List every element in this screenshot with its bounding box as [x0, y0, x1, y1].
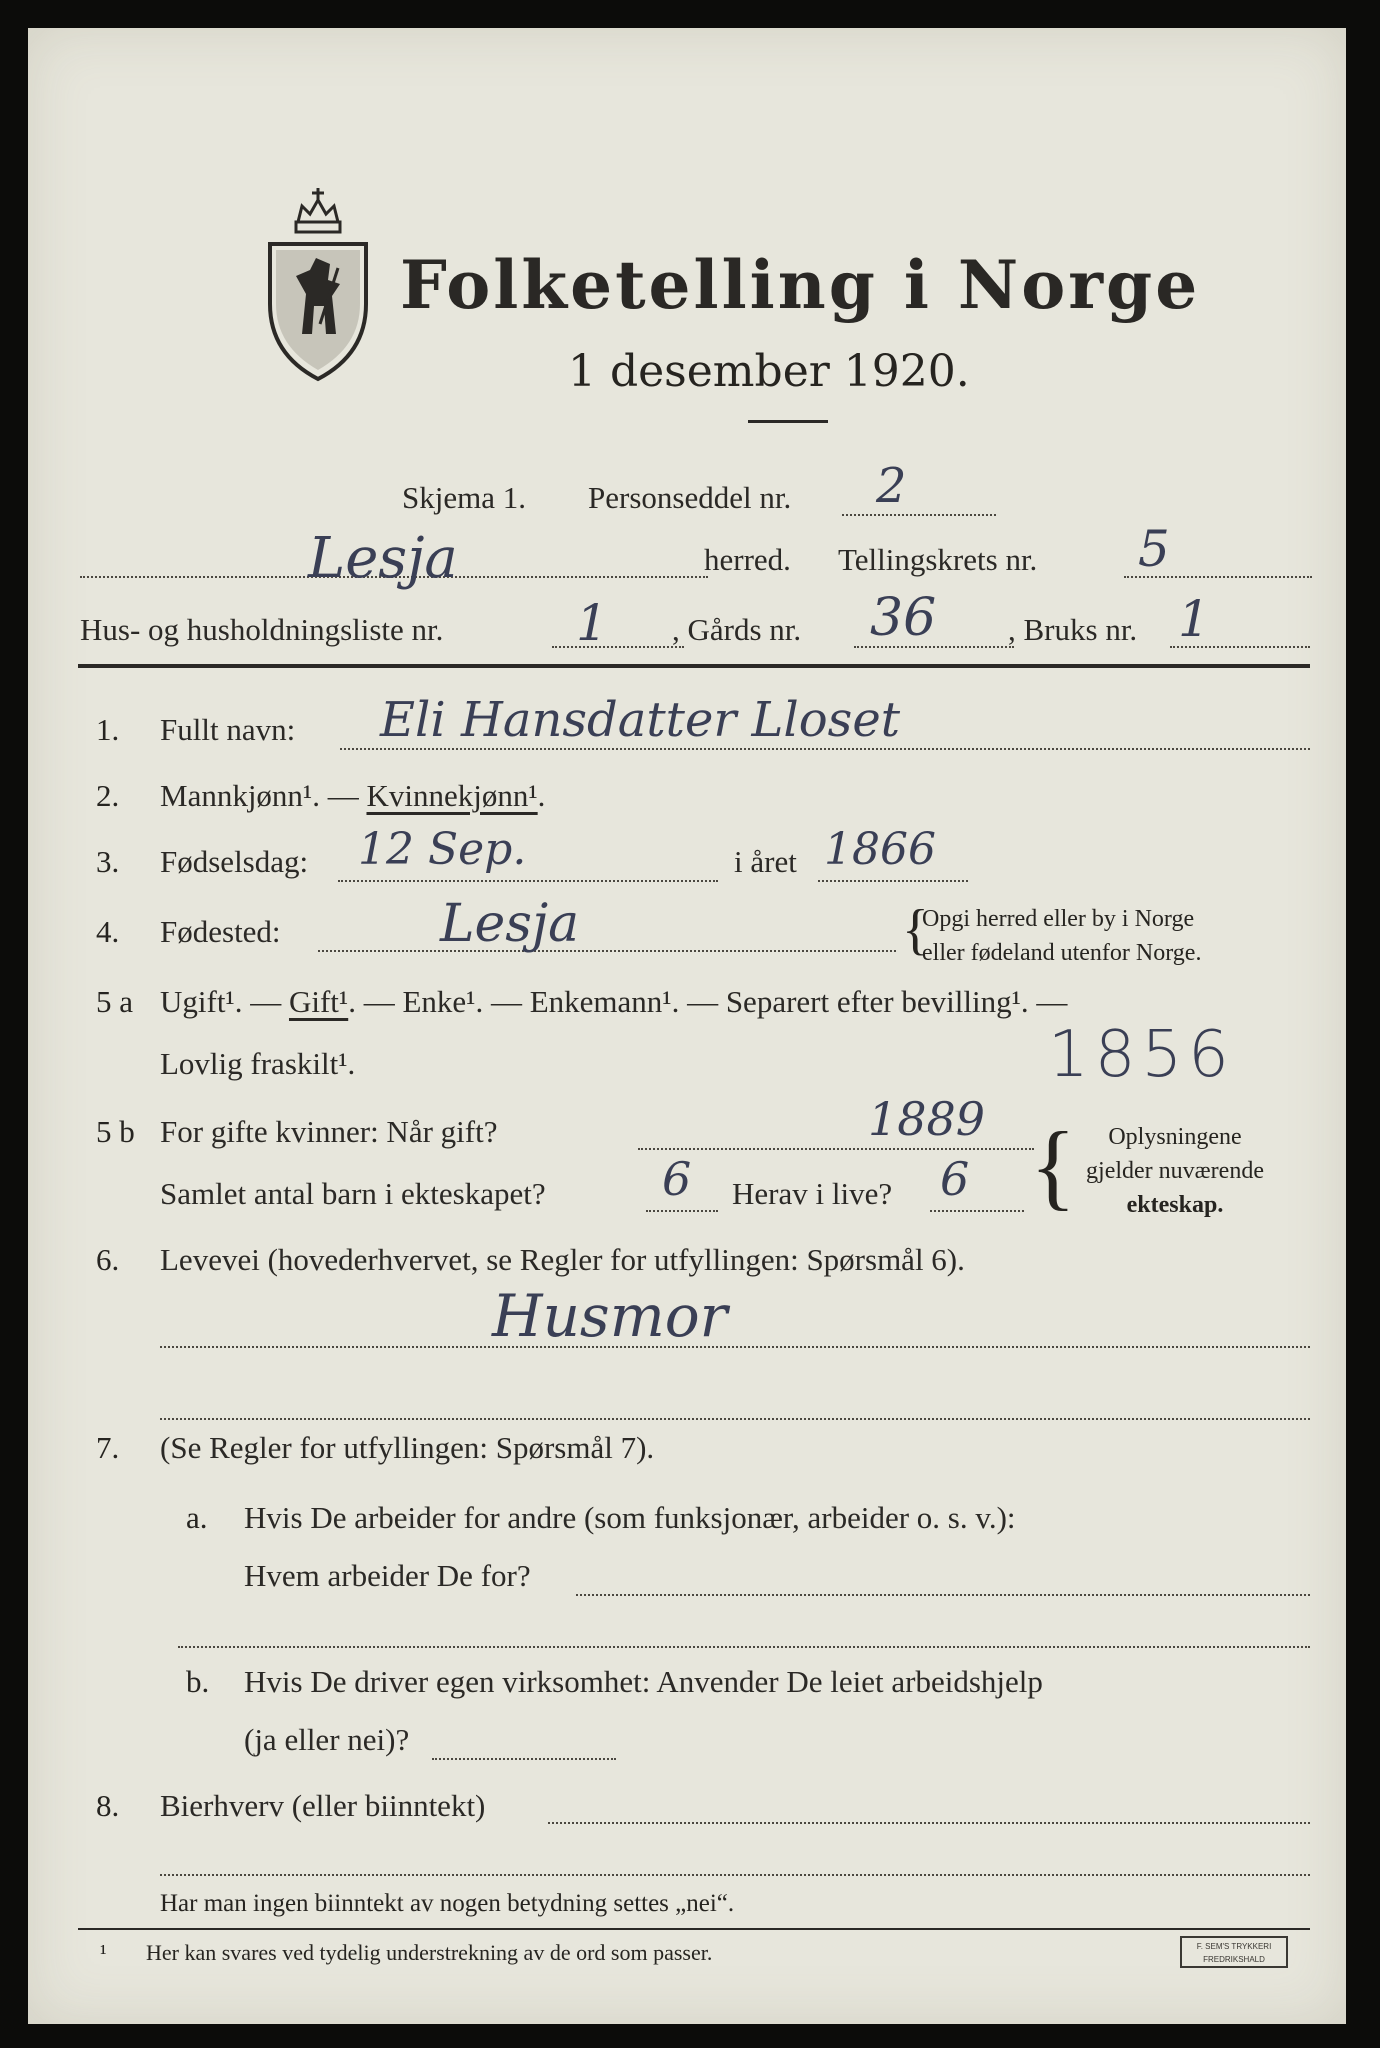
norwegian-coat-of-arms-icon	[258, 184, 378, 384]
q5b-label: For gifte kvinner: Når gift?	[160, 1114, 498, 1149]
form-title: Folketelling i Norge	[400, 246, 1201, 324]
q5a-option-others[interactable]: . — Enke¹. — Enkemann¹. — Separert efter bevilling¹. —	[348, 984, 1068, 1019]
q2-option-male[interactable]: Mannkjønn¹. —	[160, 778, 367, 813]
q4-label: Fødested:	[160, 914, 281, 949]
q2-punct: .	[537, 778, 546, 813]
q5b-alive-field-line	[930, 1210, 1024, 1212]
personseddel-label: Personseddel nr.	[588, 480, 792, 515]
q8-label: Bierhverv (eller biinntekt)	[160, 1788, 486, 1823]
footnote-marker: ¹	[100, 1940, 107, 1965]
q4-number: 4.	[96, 914, 120, 949]
q5a-options	[160, 984, 1067, 1020]
q7-number: 7.	[96, 1430, 120, 1465]
herred-label: herred.	[704, 542, 791, 577]
q3-label: Fødselsdag:	[160, 844, 309, 879]
q2-option-female-selected[interactable]: Kvinnekjønn¹	[366, 778, 538, 813]
q4-brace: {	[902, 899, 929, 961]
q6-field-line-1	[160, 1346, 1310, 1348]
q5a-margin-note: 1856	[1048, 1018, 1235, 1092]
hus-value[interactable]: 1	[576, 594, 608, 652]
q5a-option-married-selected[interactable]: Gift¹	[288, 984, 349, 1019]
printer-imprint	[1180, 1936, 1288, 1968]
q6-field-line-2	[160, 1418, 1310, 1420]
q5a-number: 5 a	[96, 984, 134, 1019]
census-date: 1 desember 1920.	[568, 346, 970, 397]
footnote-text: Her kan svares ved tydelig understrekning av de ord som passer.	[146, 1940, 713, 1965]
q6-occupation-answer[interactable]: Husmor	[492, 1282, 728, 1350]
biinntekt-note: Har man ingen biinntekt av nogen betydning settes „nei“.	[160, 1890, 735, 1917]
q3-year-field-line	[818, 880, 968, 882]
skjema-label: Skjema 1.	[402, 480, 526, 515]
q2-options	[160, 778, 545, 814]
q5b-year-answer[interactable]: 1889	[868, 1092, 986, 1146]
census-form-sheet	[28, 28, 1346, 2024]
q3-birthday-answer[interactable]: 12 Sep.	[358, 824, 527, 875]
q8-number: 8.	[96, 1788, 120, 1823]
q7-label: (Se Regler for utfyllingen: Spørsmål 7).	[160, 1430, 655, 1465]
q6-number: 6.	[96, 1242, 120, 1277]
personseddel-value[interactable]: 2	[876, 458, 907, 514]
q5b-children-field-line	[646, 1210, 718, 1212]
title-divider	[748, 420, 828, 423]
q2-number: 2.	[96, 778, 120, 813]
bruks-value[interactable]: 1	[1178, 590, 1210, 648]
q1-fullname-answer[interactable]: Eli Hansdatter Lloset	[380, 692, 901, 748]
q5b-number: 5 b	[96, 1114, 135, 1149]
q1-field-line	[340, 748, 1310, 750]
q7a-line2: Hvem arbeider De for?	[244, 1558, 531, 1593]
q5a-option-divorced[interactable]: Lovlig fraskilt¹.	[160, 1046, 356, 1081]
tellingskrets-label: Tellingskrets nr.	[838, 542, 1038, 577]
q4-note-line2: eller fødeland utenfor Norge.	[922, 940, 1202, 966]
q8-field-line-1[interactable]	[548, 1822, 1310, 1824]
q5b-note-line1: Oplysningene	[1108, 1124, 1242, 1150]
q3-day-field-line	[338, 880, 718, 882]
gards-value[interactable]: 36	[870, 588, 937, 648]
q5b-alive-label: Herav i live?	[732, 1176, 893, 1211]
q7a-line1: Hvis De arbeider for andre (som funksjonær, arbeider o. s. v.):	[244, 1500, 1016, 1535]
q5b-year-field-line	[638, 1148, 1034, 1150]
hus-field-line	[552, 646, 684, 648]
q3-year-label: i året	[734, 844, 797, 879]
q6-label: Levevei (hovederhvervet, se Regler for utfyllingen: Spørsmål 6).	[160, 1242, 965, 1277]
q4-note-line1: Opgi herred eller by i Norge	[922, 906, 1195, 932]
hus-label: Hus- og husholdningsliste nr.	[80, 612, 444, 647]
q7b-letter: b.	[186, 1664, 210, 1699]
tellingskrets-value[interactable]: 5	[1138, 520, 1170, 578]
bruks-label: , Bruks nr.	[1008, 612, 1138, 647]
q7a-field-line-2[interactable]	[178, 1646, 1310, 1648]
q1-label: Fullt navn:	[160, 712, 296, 747]
herred-value[interactable]: Lesja	[308, 526, 458, 591]
q5b-brace: {	[1030, 1112, 1077, 1219]
q5b-alive-answer[interactable]: 6	[940, 1152, 970, 1206]
q7a-letter: a.	[186, 1500, 208, 1535]
q7b-line1: Hvis De driver egen virksomhet: Anvender De leiet arbeidshjelp	[244, 1664, 1043, 1699]
header-rule	[78, 664, 1310, 668]
q4-birthplace-answer[interactable]: Lesja	[440, 894, 580, 954]
q7a-field-line-1[interactable]	[576, 1594, 1310, 1596]
q1-number: 1.	[96, 712, 120, 747]
q3-number: 3.	[96, 844, 120, 879]
q8-field-line-2[interactable]	[160, 1874, 1310, 1876]
q4-field-line	[318, 950, 896, 952]
gards-label: , Gårds nr.	[672, 612, 802, 647]
q5b-note-line3: ekteskap.	[1126, 1192, 1224, 1218]
footnote-rule	[78, 1928, 1310, 1930]
q7b-line2: (ja eller nei)?	[244, 1722, 410, 1757]
q5b-note-line2: gjelder nuværende	[1086, 1158, 1264, 1184]
q3-year-answer[interactable]: 1866	[824, 824, 936, 875]
q5a-option-unmarried[interactable]: Ugift¹. —	[160, 984, 289, 1019]
q7b-field-line[interactable]	[432, 1758, 616, 1760]
personseddel-field-line	[842, 514, 996, 516]
printer-line2: FREDRIKSHALD	[1203, 1955, 1265, 1964]
q5b-children-label: Samlet antal barn i ekteskapet?	[160, 1176, 546, 1211]
printer-line1: F. SEM'S TRYKKERI	[1196, 1942, 1272, 1951]
q5b-children-answer[interactable]: 6	[662, 1152, 692, 1206]
